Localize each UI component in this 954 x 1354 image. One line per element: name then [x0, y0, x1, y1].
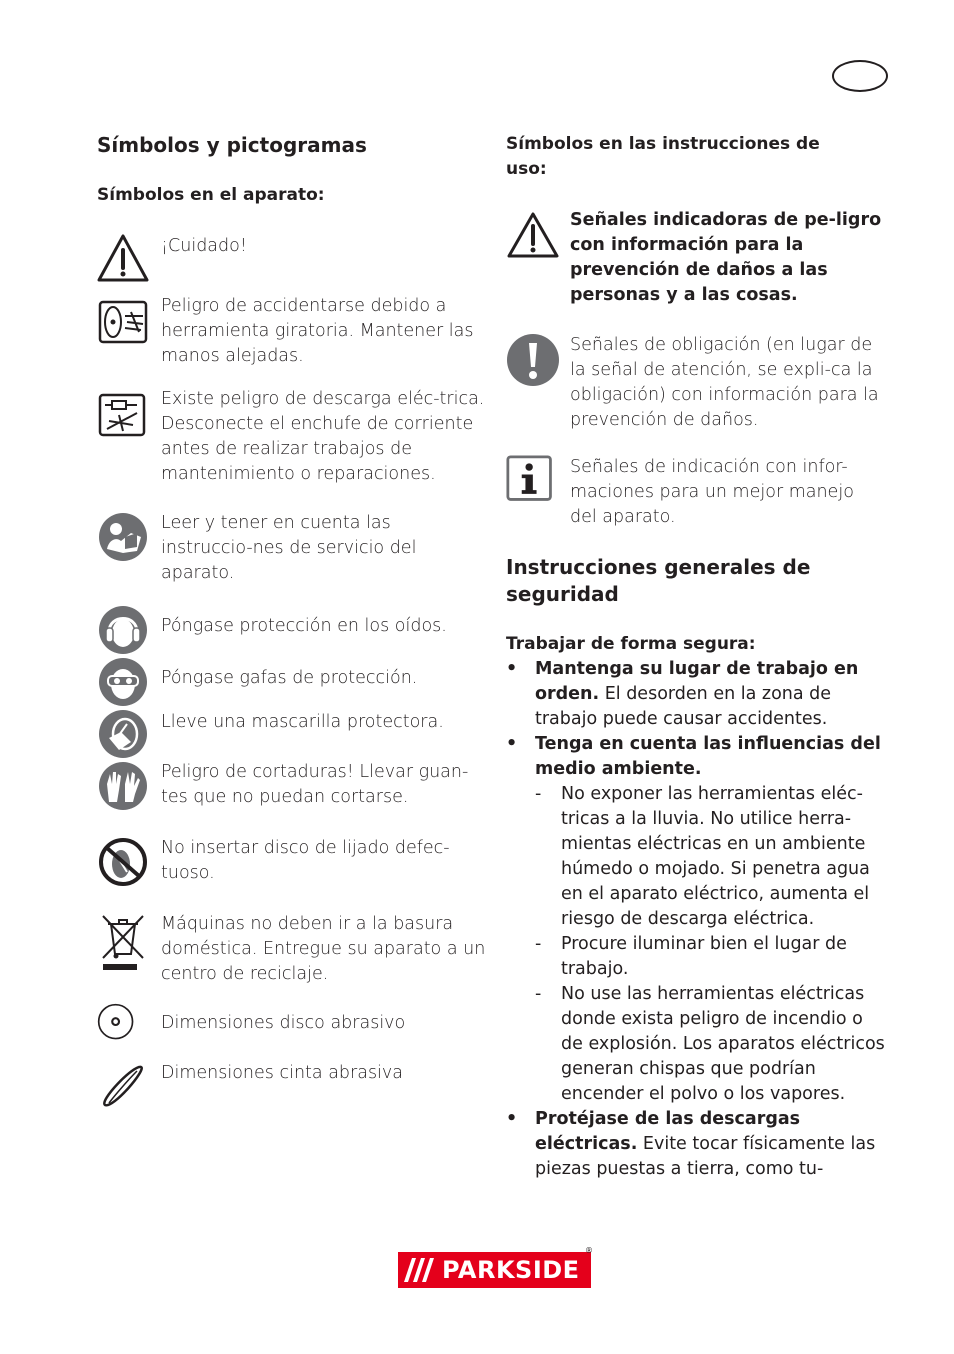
- list-item: • Tenga en cuenta las influencias del medio ambiente. - No exponer las herramientas eléc-tricas a la lluvia. No utilice herra-mientas eléctricas en un ambiente húmedo o mojado. Si penetra agua en el aparato eléctrico, aumenta el riesgo de descarga eléctrica. - Procure iluminar bien el lugar de trabajo. - No use las herramientas eléctricas donde exista peligro de incendio o de explosión. Los aparatos eléctricos generan chispas que podrían encender el polvo o los vapores.: [506, 732, 886, 1107]
- sub-list-item: - Procure iluminar bien el lugar de trabajo.: [535, 932, 886, 982]
- subtitle-device-symbols: Símbolos en el aparato:: [97, 185, 325, 205]
- symbol-row-ear-protection: [97, 604, 487, 656]
- list-item: • Protéjase de las descargas eléctricas. Evite tocar físicamente las piezas puestas a tierra, como tu-: [506, 1107, 886, 1182]
- weee-bin-icon: [97, 912, 149, 972]
- symbol-row-danger: [506, 208, 886, 308]
- subtitle-manual-symbols: Símbolos en las instrucciones de uso:: [506, 134, 820, 179]
- symbol-row-mask: [97, 708, 487, 760]
- belt-dimension-icon: [97, 1061, 149, 1113]
- symbol-text: Señales de indicación con infor-maciones para un mejor manejo del aparato.: [570, 457, 854, 527]
- symbol-row-unplug: [97, 387, 487, 487]
- symbol-row-mandatory: [506, 333, 886, 433]
- section-title-safety: Instrucciones generales de seguridad: [506, 555, 811, 606]
- unplug-icon: [97, 387, 149, 439]
- symbol-text: Peligro de cortaduras! Llevar guan-tes que no puedan cortarse.: [161, 762, 469, 807]
- symbol-text: Leer y tener en cuenta las instruccio-nes de servicio del aparato.: [161, 513, 417, 583]
- symbol-text: Máquinas no deben ir a la basura doméstica. Entregue su aparato a un centro de reciclaje.: [161, 914, 486, 984]
- mask-icon: [97, 708, 149, 760]
- ear-protection-icon: [97, 604, 149, 656]
- symbol-text: ¡Cuidado!: [161, 236, 247, 256]
- sub-list: [535, 782, 886, 1107]
- section-title-symbols: Símbolos y pictogramas: [97, 133, 367, 157]
- parkside-logo: [398, 1246, 593, 1288]
- symbol-text: Dimensiones cinta abrasiva: [161, 1063, 404, 1083]
- symbol-row-caution: [97, 232, 487, 284]
- mandatory-exclamation-icon: [506, 333, 560, 387]
- right-column: [506, 132, 886, 1182]
- disc-dimension-icon: [97, 1003, 141, 1047]
- logo-slashes-icon: [398, 1252, 442, 1288]
- left-column: [97, 132, 487, 1113]
- symbol-text: Póngase gafas de protección.: [161, 668, 418, 688]
- symbol-text: No insertar disco de lijado defec-tuoso.: [161, 838, 450, 883]
- warning-triangle-icon: [506, 208, 560, 262]
- gloves-icon: [97, 760, 149, 812]
- symbol-row-goggles: [97, 656, 487, 708]
- symbol-row-belt-dimension: [97, 1061, 487, 1113]
- symbol-text: Lleve una mascarilla protectora.: [161, 712, 444, 732]
- sub-list-item: - No exponer las herramientas eléc-tricas a la lluvia. No utilice herra-mientas eléctricas en un ambiente húmedo o mojado. Si penetra agua en el aparato eléctrico, aumenta el riesgo de descarga eléctrica.: [535, 782, 886, 932]
- language-badge: [832, 60, 888, 92]
- symbol-text: Peligro de accidentarse debido a herramienta giratoria. Mantener las manos alejadas.: [161, 296, 474, 366]
- subtitle-work-safely: Trabajar de forma segura:: [506, 634, 756, 654]
- logo-text: PARKSIDE: [442, 1256, 580, 1284]
- logo-registered-mark: ®: [585, 1246, 593, 1255]
- symbol-row-read-manual: [97, 511, 487, 586]
- read-manual-icon: [97, 511, 149, 563]
- list-item: • Mantenga su lugar de trabajo en orden. El desorden en la zona de trabajo puede causar accidentes.: [506, 657, 886, 732]
- symbol-row-gloves: [97, 760, 487, 812]
- symbol-row-weee: [97, 912, 487, 987]
- sub-list-item: - No use las herramientas eléctricas donde exista peligro de incendio o de explosión. Los aparatos eléctricos generan chispas que podrían encender el polvo o los vapores.: [535, 982, 886, 1107]
- symbol-row-no-defective-disc: [97, 836, 487, 888]
- no-defective-disc-icon: [97, 836, 149, 888]
- symbol-row-info: [506, 455, 886, 530]
- warning-triangle-icon: [97, 232, 149, 284]
- symbol-row-disc-dimension: [97, 1003, 487, 1047]
- symbol-text: Dimensiones disco abrasivo: [161, 1013, 406, 1033]
- safety-bullet-list: [506, 657, 886, 1182]
- goggles-icon: [97, 656, 149, 708]
- symbol-text: Existe peligro de descarga eléc-trica. Desconecte el enchufe de corriente antes de realizar trabajos de mantenimiento o reparaciones.: [161, 389, 485, 484]
- info-icon: [506, 455, 556, 505]
- symbol-row-rotating-tool: [97, 294, 487, 369]
- symbol-text-bold: Señales indicadoras de pe-ligro con información para la prevención de daños a las personas y a las cosas.: [570, 210, 882, 305]
- symbol-text: Póngase protección en los oídos.: [161, 616, 447, 636]
- rotating-tool-icon: [97, 294, 149, 346]
- symbol-text: Señales de obligación (en lugar de la señal de atención, se expli-ca la obligación) con información para la prevención de daños.: [570, 335, 879, 430]
